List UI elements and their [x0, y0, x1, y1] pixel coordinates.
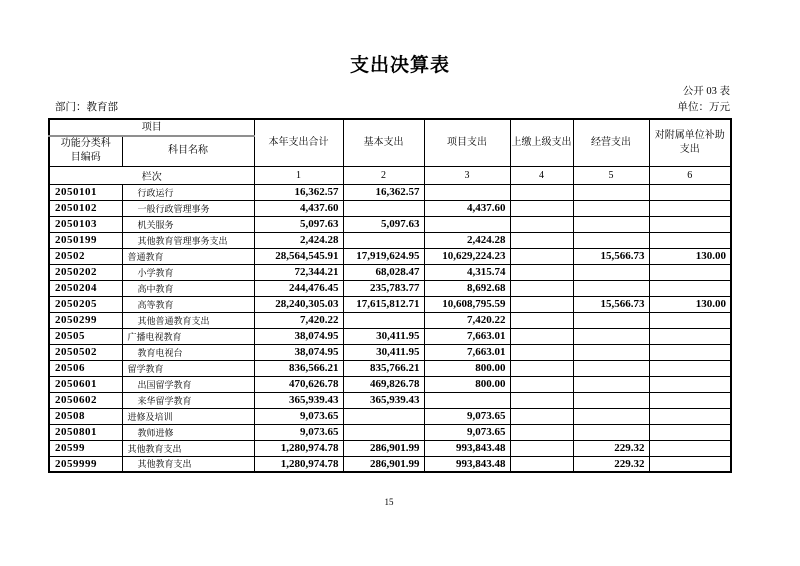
value-cell: 2,424.28	[424, 232, 510, 248]
table-row	[49, 456, 731, 472]
value-cell	[510, 424, 573, 440]
expenditure-table	[48, 118, 732, 473]
value-cell: 836,566.21	[254, 360, 343, 376]
value-cell: 229.32	[573, 440, 649, 456]
function-code-cell: 2050101	[49, 184, 122, 200]
function-code-cell: 2050299	[49, 312, 122, 328]
header-col-upward-remittance: 上缴上级支出	[510, 119, 573, 166]
header-col-subsidy-to-affiliates: 对附属单位补助支出	[649, 119, 731, 166]
value-cell	[510, 408, 573, 424]
value-cell	[573, 200, 649, 216]
value-cell	[649, 264, 731, 280]
value-cell: 30,411.95	[343, 328, 424, 344]
value-cell	[649, 232, 731, 248]
value-cell: 4,437.60	[424, 200, 510, 216]
table-row	[49, 328, 731, 344]
value-cell	[573, 184, 649, 200]
subject-name-cell: 广播电视教育	[122, 328, 254, 344]
value-cell	[649, 344, 731, 360]
column-index-5: 5	[573, 166, 649, 184]
table-row	[49, 296, 731, 312]
table-row	[49, 392, 731, 408]
value-cell: 7,663.01	[424, 344, 510, 360]
value-cell	[573, 232, 649, 248]
value-cell	[510, 280, 573, 296]
page-title: 支出决算表	[349, 55, 450, 76]
value-cell	[649, 456, 731, 472]
column-index-6: 6	[649, 166, 731, 184]
value-cell	[573, 280, 649, 296]
subject-name-cell: 留学教育	[122, 360, 254, 376]
function-code-cell: 2050202	[49, 264, 122, 280]
value-cell: 800.00	[424, 376, 510, 392]
subject-name-cell: 教育电视台	[122, 344, 254, 360]
value-cell	[649, 200, 731, 216]
value-cell: 365,939.43	[254, 392, 343, 408]
value-cell	[343, 408, 424, 424]
value-cell: 235,783.77	[343, 280, 424, 296]
function-code-cell: 20508	[49, 408, 122, 424]
subject-name-cell: 出国留学教育	[122, 376, 254, 392]
column-index-row	[49, 166, 731, 184]
value-cell: 28,240,305.03	[254, 296, 343, 312]
value-cell	[510, 216, 573, 232]
value-cell: 130.00	[649, 296, 731, 312]
value-cell	[649, 184, 731, 200]
function-code-cell: 2050502	[49, 344, 122, 360]
value-cell	[573, 408, 649, 424]
header-row-project	[49, 119, 731, 136]
value-cell	[573, 392, 649, 408]
value-cell	[343, 312, 424, 328]
subject-name-cell: 普通教育	[122, 248, 254, 264]
subject-name-cell: 进修及培训	[122, 408, 254, 424]
value-cell: 470,626.78	[254, 376, 343, 392]
value-cell: 229.32	[573, 456, 649, 472]
table-row	[49, 344, 731, 360]
value-cell: 9,073.65	[424, 424, 510, 440]
value-cell	[510, 392, 573, 408]
subject-name-cell: 机关服务	[122, 216, 254, 232]
value-cell: 244,476.45	[254, 280, 343, 296]
value-cell	[649, 360, 731, 376]
value-cell: 10,608,795.59	[424, 296, 510, 312]
value-cell: 835,766.21	[343, 360, 424, 376]
table-row	[49, 200, 731, 216]
value-cell: 1,280,974.78	[254, 440, 343, 456]
value-cell	[510, 312, 573, 328]
table-row	[49, 312, 731, 328]
table-row	[49, 424, 731, 440]
value-cell: 38,074.95	[254, 344, 343, 360]
value-cell	[649, 392, 731, 408]
value-cell	[649, 280, 731, 296]
table-row	[49, 264, 731, 280]
value-cell	[649, 440, 731, 456]
header-project: 项目	[49, 119, 254, 136]
table-row	[49, 184, 731, 200]
value-cell: 9,073.65	[254, 424, 343, 440]
value-cell	[573, 424, 649, 440]
subject-name-cell: 小学教育	[122, 264, 254, 280]
value-cell: 8,692.68	[424, 280, 510, 296]
value-cell: 15,566.73	[573, 248, 649, 264]
table-code-label: 公开 03 表	[682, 86, 730, 97]
value-cell	[510, 376, 573, 392]
value-cell: 130.00	[649, 248, 731, 264]
function-code-cell: 2050801	[49, 424, 122, 440]
subject-name-cell: 其他教育支出	[122, 440, 254, 456]
value-cell	[573, 360, 649, 376]
subject-name-cell: 其他教育管理事务支出	[122, 232, 254, 248]
value-cell: 9,073.65	[424, 408, 510, 424]
value-cell: 1,280,974.78	[254, 456, 343, 472]
value-cell	[510, 360, 573, 376]
value-cell	[343, 424, 424, 440]
value-cell	[424, 392, 510, 408]
page-number: 15	[384, 497, 394, 507]
value-cell	[510, 248, 573, 264]
value-cell	[649, 408, 731, 424]
subject-name-cell: 一般行政管理事务	[122, 200, 254, 216]
subject-name-cell: 其他教育支出	[122, 456, 254, 472]
value-cell: 17,615,812.71	[343, 296, 424, 312]
value-cell: 38,074.95	[254, 328, 343, 344]
value-cell	[573, 312, 649, 328]
subject-name-cell: 教师进修	[122, 424, 254, 440]
value-cell: 15,566.73	[573, 296, 649, 312]
value-cell: 286,901.99	[343, 440, 424, 456]
table-row	[49, 248, 731, 264]
value-cell	[573, 216, 649, 232]
header-col-operating-expenditure: 经营支出	[573, 119, 649, 166]
function-code-cell: 2050601	[49, 376, 122, 392]
value-cell	[424, 216, 510, 232]
header-function-code: 功能分类科目编码	[49, 136, 122, 166]
table-row	[49, 408, 731, 424]
function-code-cell: 2050204	[49, 280, 122, 296]
value-cell	[510, 264, 573, 280]
subject-name-cell: 其他普通教育支出	[122, 312, 254, 328]
column-index-1: 1	[254, 166, 343, 184]
table-row	[49, 376, 731, 392]
value-cell	[573, 264, 649, 280]
value-cell	[510, 184, 573, 200]
value-cell: 2,424.28	[254, 232, 343, 248]
value-cell: 7,663.01	[424, 328, 510, 344]
value-cell: 16,362.57	[254, 184, 343, 200]
value-cell	[649, 312, 731, 328]
value-cell: 4,315.74	[424, 264, 510, 280]
column-index-2: 2	[343, 166, 424, 184]
value-cell: 7,420.22	[254, 312, 343, 328]
table-body	[49, 184, 731, 472]
table-row	[49, 360, 731, 376]
function-code-cell: 2059999	[49, 456, 122, 472]
header-col-project-expenditure: 项目支出	[424, 119, 510, 166]
value-cell	[510, 344, 573, 360]
subject-name-cell: 行政运行	[122, 184, 254, 200]
value-cell: 365,939.43	[343, 392, 424, 408]
header-col-basic-expenditure: 基本支出	[343, 119, 424, 166]
value-cell: 17,919,624.95	[343, 248, 424, 264]
value-cell	[573, 344, 649, 360]
value-cell	[510, 440, 573, 456]
value-cell	[573, 328, 649, 344]
value-cell: 16,362.57	[343, 184, 424, 200]
table-row	[49, 232, 731, 248]
value-cell	[573, 376, 649, 392]
value-cell: 7,420.22	[424, 312, 510, 328]
value-cell	[649, 376, 731, 392]
header-subject-name: 科目名称	[122, 136, 254, 166]
department-label: 部门：教育部	[55, 102, 118, 113]
subject-name-cell: 高中教育	[122, 280, 254, 296]
value-cell: 28,564,545.91	[254, 248, 343, 264]
value-cell	[649, 216, 731, 232]
function-code-cell: 2050602	[49, 392, 122, 408]
value-cell: 10,629,224.23	[424, 248, 510, 264]
value-cell	[343, 232, 424, 248]
function-code-cell: 2050102	[49, 200, 122, 216]
value-cell	[510, 456, 573, 472]
function-code-cell: 20599	[49, 440, 122, 456]
value-cell: 4,437.60	[254, 200, 343, 216]
value-cell: 469,826.78	[343, 376, 424, 392]
value-cell: 286,901.99	[343, 456, 424, 472]
function-code-cell: 20505	[49, 328, 122, 344]
value-cell	[510, 200, 573, 216]
value-cell: 5,097.63	[254, 216, 343, 232]
value-cell: 993,843.48	[424, 456, 510, 472]
subject-name-cell: 高等教育	[122, 296, 254, 312]
value-cell	[424, 184, 510, 200]
table-row	[49, 440, 731, 456]
value-cell: 68,028.47	[343, 264, 424, 280]
table-row	[49, 216, 731, 232]
value-cell	[649, 424, 731, 440]
value-cell	[649, 328, 731, 344]
function-code-cell: 20502	[49, 248, 122, 264]
column-index-label: 栏次	[49, 166, 254, 184]
value-cell: 800.00	[424, 360, 510, 376]
value-cell: 993,843.48	[424, 440, 510, 456]
column-index-4: 4	[510, 166, 573, 184]
function-code-cell: 20506	[49, 360, 122, 376]
table-row	[49, 280, 731, 296]
header-col-total-expenditure: 本年支出合计	[254, 119, 343, 166]
value-cell: 5,097.63	[343, 216, 424, 232]
value-cell: 30,411.95	[343, 344, 424, 360]
unit-label: 单位：万元	[677, 102, 730, 113]
value-cell	[510, 328, 573, 344]
value-cell: 9,073.65	[254, 408, 343, 424]
column-index-3: 3	[424, 166, 510, 184]
function-code-cell: 2050205	[49, 296, 122, 312]
function-code-cell: 2050103	[49, 216, 122, 232]
subject-name-cell: 来华留学教育	[122, 392, 254, 408]
value-cell	[510, 296, 573, 312]
value-cell	[510, 232, 573, 248]
value-cell	[343, 200, 424, 216]
function-code-cell: 2050199	[49, 232, 122, 248]
value-cell: 72,344.21	[254, 264, 343, 280]
